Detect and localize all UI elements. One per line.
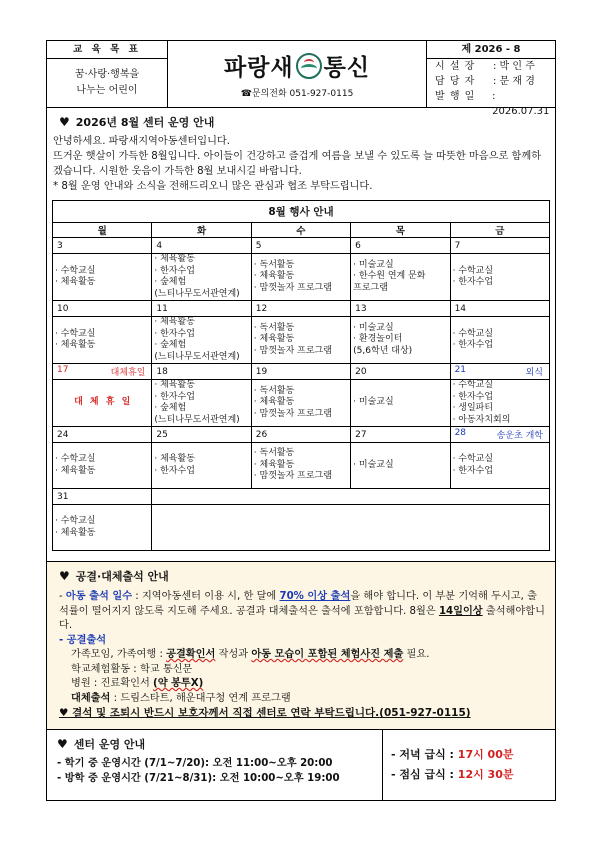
date-number: 21 [454,365,467,375]
date-number: 24 [57,429,69,440]
date-cell [351,427,450,443]
activity-line: · 체육활동 [253,459,295,470]
activity-line: · 체육활동 [253,397,295,408]
date-number: 14 [454,303,467,314]
info-row [435,74,555,89]
date-number: 10 [57,303,69,314]
activity-line: · 한자수업 [452,340,494,350]
date-number: 28 [454,428,467,438]
activity-line: · 한자수업 [154,391,195,402]
text: 아동 모습이 포함된 체험사진 제출 [251,649,404,660]
day-activities [53,380,152,427]
calendar-caption: 8월 행사 안내 [53,201,550,223]
activity-line: · 수학교실 [55,328,96,339]
absence-contact-notice [59,706,545,721]
weekday-header: 화 [152,223,251,238]
activity-line: · 체육활동 [154,254,195,264]
date-number: 12 [255,303,268,314]
text: 출석해야합니다. [59,605,545,631]
activity-line: · 수학교실 [55,454,96,464]
date-cell [450,489,549,505]
activity-line: · 숲체험 [154,403,187,413]
activity-line: · 체육활동 [55,277,96,287]
activity-line: 프로그램 [353,282,388,293]
motto-line1: 꿈·사랑·행복을 [74,69,140,80]
activity-line: · 수학교실 [452,380,494,390]
date-number: 7 [454,240,461,251]
day-activities [53,254,152,301]
text: 필요. [403,649,430,660]
day-activities [251,317,350,364]
text: 12시 30분 [457,767,514,781]
activity-line: · 체육활동 [253,334,295,345]
date-cell [152,238,251,254]
day-activities [351,254,450,301]
date-cell [450,427,549,443]
day-activities [251,443,350,489]
day-activities [152,505,251,551]
activity-line: · 수학교실 [55,265,96,276]
issue-info [427,59,555,119]
day-activities [152,254,251,301]
logo-left-text: 파랑새 [223,55,294,81]
text: 작성과 [215,649,252,660]
activity-line: · 한자수업 [452,391,494,402]
activity-line: · 독서활동 [253,259,295,270]
activity-line: · 독서활동 [253,322,295,333]
date-number: 19 [255,366,268,377]
logo-box [168,41,427,107]
day-activities [450,505,549,551]
activity-line: · 환경놀이터 [353,334,403,345]
date-number: 26 [255,429,268,440]
notice-line: 뜨거운 햇살이 가득한 8월입니다. 아이들이 건강하고 즐겁게 여름을 보낼 수 있도록 늘 따뜻한 마음으로 함께하겠습니다. 시원한 웃음이 가득한 8월 보내시길 바랍니다. [53,151,542,177]
activity-line: · 독서활동 [253,448,295,459]
newsletter [46,40,556,801]
activity-line: 대 체 휴 일 [74,397,133,408]
section-title: 공결·대체출석 안내 [75,570,169,583]
date-number: 4 [156,240,163,251]
date-note: 외식 [525,368,543,378]
activity-line: · 한자수업 [452,277,494,287]
text: 공결확인서 [166,649,216,660]
date-cell [53,489,152,505]
info-row [435,89,555,119]
logo-right-text: 통신 [323,55,371,81]
weekday-header: 월 [53,223,152,238]
heart-icon: ♥ [59,115,70,129]
activity-line: (느티나무도서관연계) [154,351,240,362]
date-cell [152,427,251,443]
date-cell [152,489,251,505]
day-activities [152,317,251,364]
date-number: 3 [57,240,63,251]
activity-line: · 한자수업 [452,465,494,476]
date-cell [251,301,350,317]
excused-hospital [59,677,545,692]
activity-line: · 체육활동 [154,380,195,390]
notice-line: * 8월 운영 안내와 소식을 전해드리오니 많은 관심과 협조 부탁드립니다. [53,181,373,192]
date-cell [53,238,152,254]
text: - [59,591,66,602]
excused-family [59,648,545,663]
day-activities [450,443,549,489]
activity-line: · 체육활동 [55,465,96,476]
date-note: 대체휴일 [110,368,146,378]
activity-line: (5,6학년 대상) [353,345,413,356]
text: ♥ 결석 및 조퇴시 반드시 보호자께서 직접 센터로 연락 부탁드립니다. [59,707,380,719]
activity-line: (느티나무도서관연계) [154,414,240,425]
date-number: 18 [156,366,168,377]
header [47,41,555,117]
date-cell [152,301,251,317]
activity-line: · 맘껏놀자 프로그램 [253,345,332,356]
day-activities [351,317,450,364]
date-cell [450,238,549,254]
attendance-rule [59,590,545,634]
notice-text [47,134,555,194]
activity-line: · 체육활동 [55,340,96,350]
day-activities [152,380,251,427]
date-cell [351,301,450,317]
day-activities [450,317,549,364]
issue-number: 제 2026 - 8 [427,41,555,59]
text: : 드림스타트, 해운대구청 연계 프로그램 [110,692,291,704]
activity-line: · 체육활동 [154,317,195,327]
section-title: 센터 운영 안내 [73,737,146,751]
text: - 점심 급식 : [391,767,458,781]
activity-line: · 숲체험 [154,340,187,350]
day-activities [450,254,549,301]
info-value: : 문 재 경 [493,76,535,87]
date-cell [351,238,450,254]
activity-line: · 맘껏놀자 프로그램 [253,282,332,293]
date-cell [450,301,549,317]
date-number: 31 [57,491,69,502]
date-number: 6 [355,240,361,251]
substitute-attendance [59,692,545,707]
activity-line: · 수학교실 [452,454,494,464]
day-activities [450,380,549,427]
date-number: 20 [355,366,367,377]
activity-line: · 한수원 연계 문화 [353,271,426,282]
date-number: 11 [156,303,168,314]
activity-line: · 한자수업 [154,265,195,276]
lunch-time [391,765,555,785]
info-row [435,59,555,74]
info-key: 시 설 장 [435,61,476,72]
info-key: 담 당 자 [435,76,476,87]
day-activities [351,380,450,427]
activity-line: · 체육활동 [154,454,195,464]
date-number: 17 [57,365,69,375]
activity-line: · 체육활동 [253,271,295,282]
weekday-header: 목 [351,223,450,238]
date-cell [53,427,152,443]
text: (051-927-0115) [379,707,471,719]
date-cell [53,301,152,317]
date-cell [351,364,450,380]
day-activities [351,443,450,489]
activity-line: · 숲체험 [154,277,187,287]
event-calendar [52,200,550,551]
info-value: : 2026.07.31 [492,91,550,117]
schedule-section [47,730,555,800]
day-activities [53,443,152,489]
text: 병원 : 진료확인서 [71,678,154,689]
goal-box [47,41,168,107]
notice-line: 안녕하세요. 파랑새지역아동센터입니다. [53,136,231,147]
activity-line: (느티나무도서관연계) [154,288,240,299]
text: 17시 00분 [457,747,514,761]
activity-line: · 맘껏놀자 프로그램 [253,408,332,419]
date-cell [251,489,350,505]
day-activities [53,317,152,364]
text: 14일이상 [438,605,483,617]
heart-icon: ♥ [59,569,70,583]
info-key: 발 행 일 [435,91,476,102]
activity-line: · 생일파티 [452,403,494,413]
dinner-time [391,745,555,765]
operation-section [47,108,555,562]
day-activities [351,505,450,551]
activity-line: · 한자수업 [154,465,195,476]
date-cell [251,238,350,254]
date-cell [251,364,350,380]
text: 대체출석 [71,692,111,704]
text: (약 봉투X) [153,678,204,689]
goal-label: 교 육 목 표 [47,41,167,59]
activity-line: · 체육활동 [55,527,96,538]
info-value: : 박 인 주 [493,61,535,72]
day-activities [53,505,152,551]
date-number: 27 [355,429,367,440]
semester-hours: - 학기 중 운영시간 (7/1~7/20): 오전 11:00~오후 20:00 [57,757,333,769]
activity-line: · 한자수업 [154,328,195,339]
text: 가족모임, 가족여행 : [71,649,167,660]
activity-line: · 수학교실 [452,265,494,276]
date-number: 25 [156,429,168,440]
attendance-section [47,562,555,730]
excused-school: 학교체험활동 : 학교 통신문 [71,663,193,675]
date-cell [251,427,350,443]
weekday-header: 금 [450,223,549,238]
activity-line: · 미술교실 [353,397,394,408]
bluebird-logo-icon [296,53,322,79]
activity-line: · 미술교실 [353,459,394,470]
issue-box [427,41,555,117]
text: 아동 출석 일수 [65,591,133,602]
contact-phone: ☎문의전화 051-927-0115 [240,89,354,99]
date-cell [53,364,152,380]
text: 70% 이상 출석 [279,591,351,602]
date-note: 송운초 개학 [496,431,543,441]
weekday-header: 수 [251,223,350,238]
day-activities [251,505,350,551]
date-cell [351,489,450,505]
heart-icon: ♥ [57,736,68,751]
date-cell [152,364,251,380]
activity-line: · 아동자치회의 [452,414,511,425]
day-activities [251,254,350,301]
activity-line: · 맘껏놀자 프로그램 [253,471,332,482]
day-activities [152,443,251,489]
activity-line: · 독서활동 [253,385,295,396]
day-activities [251,380,350,427]
vacation-hours: - 방학 중 운영시간 (7/21~8/31): 오전 10:00~오후 19:00 [57,772,340,784]
motto-line2: 나누는 어린이 [76,85,138,96]
text: : 지역아동센터 이용 시, 한 달에 [132,591,280,602]
date-cell [450,364,549,380]
activity-line: · 수학교실 [452,328,494,339]
activity-line: · 미술교실 [353,259,394,270]
logo [224,49,370,82]
activity-line: · 미술교실 [353,322,394,333]
date-number: 5 [255,240,262,251]
text: - 저녁 급식 : [391,747,458,761]
activity-line: · 수학교실 [55,516,96,526]
excused-heading: - 공결출석 [59,634,107,646]
section-title: 2026년 8월 센터 운영 안내 [75,116,215,129]
date-number: 13 [355,303,367,314]
text: 을 해야 합니다. 이 부분 기억해 두시고, 출석률이 떨어지지 않도록 지도해 주세요. 공결과 대체출석은 출석에 포함합니다. 8월은 [59,591,537,617]
